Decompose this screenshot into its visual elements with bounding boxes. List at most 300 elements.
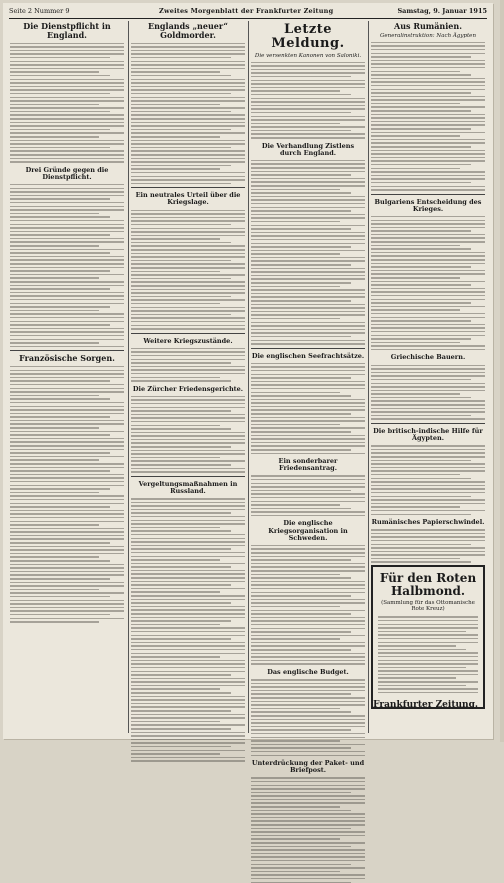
- article-body: [131, 395, 245, 473]
- text-line: [251, 574, 340, 576]
- text-line: [371, 383, 485, 385]
- text-line: [371, 349, 485, 351]
- text-line: [131, 760, 245, 762]
- text-line: [131, 249, 245, 251]
- text-line: [131, 717, 245, 719]
- article-body: [131, 209, 245, 330]
- text-line: [371, 189, 485, 191]
- text-line: [251, 806, 340, 808]
- text-line: [251, 105, 365, 107]
- text-line: [251, 483, 365, 485]
- text-line: [251, 445, 365, 447]
- text-line: [131, 674, 231, 676]
- text-line: [10, 313, 124, 315]
- text-line: [251, 649, 351, 651]
- text-line: [10, 295, 124, 297]
- text-line: [10, 607, 124, 609]
- text-line: [131, 688, 220, 690]
- text-line: [10, 380, 110, 382]
- text-line: [131, 172, 245, 174]
- text-line: [131, 238, 220, 240]
- text-line: [371, 114, 485, 116]
- text-line: [371, 302, 471, 304]
- text-line: [371, 270, 485, 272]
- text-line: [378, 692, 478, 694]
- text-line: [131, 706, 245, 708]
- text-line: [10, 82, 124, 84]
- article-body: [251, 776, 365, 883]
- text-line: [131, 362, 231, 364]
- article-body: [371, 364, 485, 420]
- text-line: [251, 846, 351, 848]
- text-line: [251, 133, 365, 135]
- text-line: [10, 43, 124, 45]
- text-line: [131, 685, 245, 687]
- text-line: [131, 591, 220, 593]
- text-line: [251, 196, 365, 198]
- text-line: [10, 136, 99, 138]
- text-line: [251, 795, 365, 797]
- text-line: [131, 739, 245, 741]
- text-line: [10, 395, 99, 397]
- subheadline-saloniki: Die versenkten Kanonen von Saloniki.: [254, 52, 362, 59]
- text-line: [10, 79, 124, 81]
- text-line: [131, 545, 245, 547]
- text-line: [371, 415, 471, 417]
- text-line: [131, 527, 220, 529]
- text-line: [131, 321, 245, 323]
- text-line: [251, 402, 365, 404]
- text-line: [131, 399, 245, 401]
- text-line: [251, 711, 351, 713]
- text-line: [371, 153, 485, 155]
- text-line: [251, 856, 365, 858]
- text-line: [371, 220, 485, 222]
- text-line: [10, 227, 124, 229]
- text-line: [251, 80, 365, 82]
- text-line: [251, 497, 365, 499]
- text-line: [371, 67, 485, 69]
- text-line: [10, 143, 124, 145]
- text-line: [371, 42, 485, 44]
- text-line: [371, 408, 485, 410]
- text-line: [131, 161, 245, 163]
- text-line: [10, 184, 124, 186]
- text-line: [10, 485, 124, 487]
- text-line: [10, 621, 99, 623]
- text-line: [251, 363, 365, 365]
- text-line: [131, 53, 245, 55]
- text-line: [251, 210, 351, 212]
- text-line: [371, 547, 485, 549]
- subheadline-rumaenien: Generalinstruktion: Nach Ägypten: [380, 32, 476, 39]
- text-line: [251, 548, 365, 550]
- text-line: [251, 810, 351, 812]
- divider: [371, 423, 485, 424]
- text-line: [10, 488, 110, 490]
- text-line: [131, 541, 245, 543]
- newspaper-title: Zweites Morgenblatt der Frankfurter Zeitung: [159, 7, 334, 15]
- headline-zistlen: Die Verhandlung Zistlens durch England.: [261, 141, 355, 157]
- text-line: [10, 574, 124, 576]
- text-line: [251, 406, 365, 408]
- text-line: [10, 191, 124, 193]
- text-line: [371, 506, 460, 508]
- text-line: [131, 523, 245, 525]
- newspaper-page: [3, 3, 493, 775]
- text-line: [10, 513, 124, 515]
- text-line: [131, 314, 231, 316]
- text-line: [251, 813, 365, 815]
- text-line: [131, 498, 245, 500]
- text-line: [131, 253, 245, 255]
- text-line: [251, 381, 365, 383]
- text-line: [10, 241, 124, 243]
- headline-franzoesische-sorgen: Französische Sorgen.: [19, 353, 115, 364]
- text-line: [251, 257, 365, 259]
- text-line: [131, 289, 245, 291]
- text-line: [131, 638, 231, 640]
- text-line: [10, 238, 124, 240]
- text-line: [10, 53, 124, 55]
- text-line: [371, 499, 485, 501]
- text-line: [371, 168, 460, 170]
- text-line: [371, 496, 471, 498]
- text-line: [251, 137, 365, 139]
- text-line: [10, 542, 110, 544]
- headline-griechische-bauern: Griechische Bauern.: [390, 353, 466, 362]
- text-line: [10, 249, 124, 251]
- text-line: [371, 284, 471, 286]
- text-line: [378, 656, 478, 658]
- text-line: [131, 82, 245, 84]
- text-line: [131, 559, 220, 561]
- text-line: [10, 402, 124, 404]
- text-line: [251, 824, 365, 826]
- text-line: [371, 481, 485, 483]
- text-line: [251, 449, 351, 451]
- text-line: [251, 556, 365, 558]
- text-line: [131, 512, 231, 514]
- text-line: [10, 303, 124, 305]
- text-line: [251, 268, 365, 270]
- text-line: [131, 154, 245, 156]
- text-line: [371, 470, 485, 472]
- text-line: [251, 693, 351, 695]
- text-line: [10, 46, 124, 48]
- text-line: [371, 255, 485, 257]
- text-line: [131, 699, 245, 701]
- text-line: [131, 570, 245, 572]
- text-line: [131, 566, 231, 568]
- text-line: [371, 544, 471, 546]
- text-line: [131, 460, 245, 462]
- text-line: [371, 449, 485, 451]
- column-4: [371, 21, 485, 561]
- text-line: [251, 867, 365, 869]
- text-line: [251, 726, 365, 728]
- text-line: [10, 114, 124, 116]
- text-line: [131, 307, 245, 309]
- text-line: [10, 481, 124, 483]
- text-line: [371, 248, 471, 250]
- text-line: [251, 98, 365, 100]
- text-line: [371, 365, 485, 367]
- text-line: [10, 129, 110, 131]
- text-line: [251, 493, 365, 495]
- notice-subtitle: (Sammlung für das Ottomanische Rote Kreuz): [381, 600, 475, 613]
- notice-title: Für den Roten Halbmond.: [379, 571, 477, 599]
- text-line: [371, 372, 485, 374]
- text-line: [251, 392, 340, 394]
- text-line: [131, 432, 245, 434]
- text-line: [251, 253, 340, 255]
- text-line: [371, 96, 485, 98]
- divider: [251, 348, 365, 349]
- text-line: [10, 259, 124, 261]
- text-line: [251, 119, 365, 121]
- text-line: [131, 509, 245, 511]
- text-line: [131, 635, 245, 637]
- text-line: [10, 89, 124, 91]
- article-body: [131, 347, 245, 382]
- text-line: [10, 100, 124, 102]
- text-line: [251, 296, 365, 298]
- text-line: [251, 490, 351, 492]
- text-line: [251, 479, 365, 481]
- text-line: [251, 336, 351, 338]
- headline-friedensantrag: Ein sonderbarer Friedensantrag.: [278, 457, 338, 473]
- text-line: [378, 670, 478, 672]
- text-line: [251, 69, 365, 71]
- text-line: [371, 510, 485, 512]
- text-line: [371, 400, 485, 402]
- text-line: [131, 351, 245, 353]
- text-line: [371, 299, 485, 301]
- text-line: [378, 688, 478, 690]
- text-line: [251, 610, 365, 612]
- text-line: [10, 434, 110, 436]
- divider: [131, 333, 245, 334]
- text-line: [131, 325, 245, 327]
- text-line: [371, 554, 485, 556]
- text-line: [251, 322, 365, 324]
- text-line: [251, 167, 365, 169]
- text-line: [251, 304, 365, 306]
- text-line: [10, 292, 124, 294]
- text-line: [251, 260, 365, 262]
- headline-kriegszustaende: Weitere Kriegszustände.: [143, 336, 233, 345]
- text-line: [251, 83, 365, 85]
- text-line: [251, 628, 365, 630]
- text-line: [251, 777, 365, 779]
- column-separator: [248, 21, 249, 733]
- text-line: [10, 503, 124, 505]
- text-line: [10, 346, 124, 348]
- text-line: [10, 154, 124, 156]
- text-line: [131, 750, 245, 752]
- text-line: [10, 288, 110, 290]
- text-line: [10, 252, 110, 254]
- text-line: [378, 638, 478, 640]
- text-line: [251, 878, 365, 880]
- column-3: [251, 21, 365, 775]
- text-line: [131, 310, 245, 312]
- text-line: [371, 135, 460, 137]
- text-line: [251, 686, 365, 688]
- text-line: [251, 740, 340, 742]
- text-line: [371, 74, 471, 76]
- text-line: [371, 317, 485, 319]
- text-line: [10, 331, 124, 333]
- text-line: [131, 732, 245, 734]
- text-line: [10, 388, 124, 390]
- text-line: [10, 452, 110, 454]
- text-line: [10, 231, 124, 233]
- text-line: [131, 114, 245, 116]
- text-line: [10, 209, 124, 211]
- text-line: [251, 577, 351, 579]
- text-line: [10, 474, 124, 476]
- text-line: [371, 245, 460, 247]
- text-line: [251, 660, 365, 662]
- text-line: [131, 61, 245, 63]
- text-line: [251, 592, 365, 594]
- text-line: [10, 427, 99, 429]
- text-line: [251, 617, 365, 619]
- text-line: [251, 486, 365, 488]
- article-body: [371, 41, 485, 191]
- text-line: [251, 595, 351, 597]
- text-line: [131, 46, 245, 48]
- text-line: [10, 431, 124, 433]
- text-line: [131, 403, 245, 405]
- text-line: [10, 118, 124, 120]
- text-line: [10, 524, 99, 526]
- text-line: [371, 230, 471, 232]
- text-line: [131, 599, 245, 601]
- text-line: [251, 733, 365, 735]
- text-line: [251, 221, 340, 223]
- text-line: [251, 192, 351, 194]
- text-line: [131, 624, 220, 626]
- page-number: Seite 2 Nummer 9: [9, 7, 70, 15]
- text-line: [371, 121, 485, 123]
- text-line: [10, 224, 124, 226]
- text-line: [371, 288, 485, 290]
- text-line: [10, 220, 124, 222]
- text-line: [251, 581, 365, 583]
- text-line: [10, 449, 124, 451]
- text-line: [378, 681, 478, 683]
- text-line: [371, 309, 460, 311]
- text-line: [131, 714, 245, 716]
- text-line: [131, 220, 245, 222]
- text-line: [251, 116, 365, 118]
- text-line: [371, 533, 485, 535]
- text-line: [131, 359, 245, 361]
- text-line: [251, 690, 365, 692]
- text-line: [10, 416, 110, 418]
- text-line: [131, 663, 245, 665]
- text-line: [10, 125, 124, 127]
- text-line: [131, 366, 245, 368]
- text-line: [251, 214, 365, 216]
- headline-dienstpflicht: Die Dienstpflicht in England.: [23, 21, 111, 40]
- text-line: [131, 548, 231, 550]
- text-line: [131, 703, 245, 705]
- text-line: [251, 232, 365, 234]
- text-line: [371, 324, 485, 326]
- text-line: [251, 264, 351, 266]
- text-line: [251, 76, 351, 78]
- text-line: [251, 842, 365, 844]
- text-line: [131, 132, 245, 134]
- headline-indische-hilfe: Die britisch-indische Hilfe für Ägypten.: [373, 426, 483, 443]
- column-separator: [128, 21, 129, 733]
- text-line: [10, 560, 110, 562]
- text-line: [131, 278, 231, 280]
- text-line: [251, 318, 340, 320]
- article-body: [10, 365, 124, 623]
- text-line: [10, 546, 124, 548]
- text-line: [371, 558, 460, 560]
- text-line: [378, 616, 478, 618]
- text-line: [131, 425, 220, 427]
- text-line: [251, 112, 351, 114]
- text-line: [131, 464, 231, 466]
- text-line: [10, 321, 124, 323]
- divider: [131, 187, 245, 188]
- text-line: [371, 142, 485, 144]
- text-line: [371, 53, 485, 55]
- article-body: [371, 444, 485, 515]
- text-line: [251, 130, 351, 132]
- text-line: [10, 328, 124, 330]
- text-line: [371, 106, 485, 108]
- text-line: [131, 168, 220, 170]
- text-line: [131, 303, 220, 305]
- text-line: [131, 176, 245, 178]
- text-line: [131, 552, 245, 554]
- text-line: [371, 540, 485, 542]
- text-line: [10, 564, 124, 566]
- text-line: [251, 374, 365, 376]
- text-line: [371, 92, 471, 94]
- text-line: [251, 679, 365, 681]
- text-line: [378, 634, 478, 636]
- text-line: [131, 617, 245, 619]
- text-line: [131, 125, 245, 127]
- article-body: [131, 42, 245, 185]
- text-line: [131, 516, 245, 518]
- text-line: [251, 645, 365, 647]
- text-line: [371, 182, 471, 184]
- text-line: [131, 746, 231, 748]
- text-line: [10, 158, 124, 160]
- text-line: [371, 379, 471, 381]
- text-line: [371, 320, 471, 322]
- text-line: [131, 414, 245, 416]
- divider: [131, 476, 245, 477]
- text-line: [371, 71, 460, 73]
- text-line: [131, 577, 245, 579]
- text-line: [378, 652, 478, 654]
- text-line: [251, 293, 365, 295]
- text-line: [378, 685, 466, 687]
- text-line: [371, 393, 460, 395]
- text-line: [251, 271, 365, 273]
